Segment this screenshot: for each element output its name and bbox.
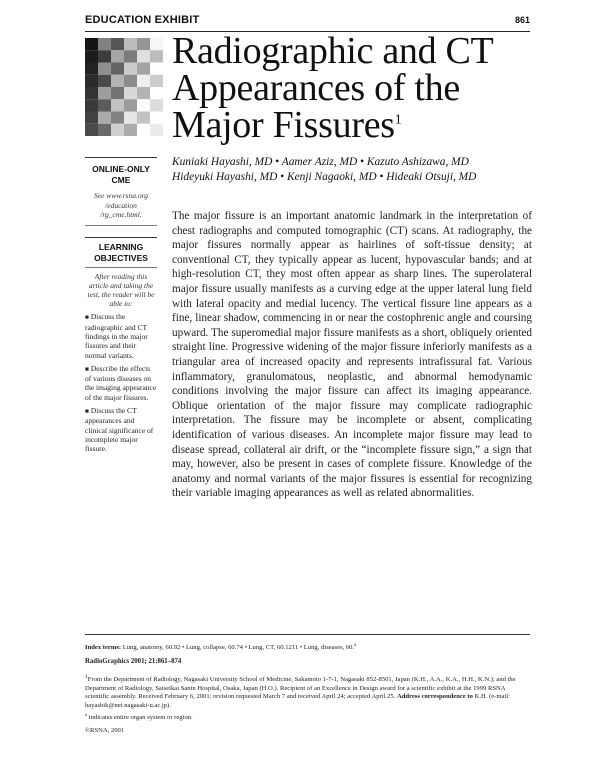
checker-cell xyxy=(150,75,163,87)
author-line: Hideyuki Hayashi, MD • Kenji Nagaoki, MD • Hideaki Otsuji, MD xyxy=(172,171,477,183)
checker-cell xyxy=(150,99,163,111)
checker-cell xyxy=(111,99,124,111)
checker-cell xyxy=(98,112,111,124)
checker-cell xyxy=(85,75,98,87)
article-title: Radiographic and CT Appearances of the Major Fissures$^1$ xyxy=(172,30,493,146)
checker-cell xyxy=(98,99,111,111)
symbol-note: $^s$ indicates entire organ system or region. xyxy=(85,712,193,722)
affiliation-note: $^1$From the Department of Radiology, Nagasaki University School of Medicine, Sakamoto 1-7-1, Nagasaki 852-8501, Japan (K.H., A.A., K.A., H.H., K.N.); and the Department of Radiology, Saiseikai Sanin Hospital, Osaka, Japan (H.O.). Recipient of an Excellence in Design award for a scientific exhibit at the 1999 RSNA scientific assembly. Received February 6, 2001; revision requested March 7 and received April 24; accepted April 25. Address correspondence to K.H. (e-mail: hayashik@net.nagasaki-u.ac.jp). xyxy=(85,674,516,709)
checker-cell xyxy=(111,63,124,75)
checker-cell xyxy=(150,112,163,124)
journal-reference: RadioGraphics 2001; 21:861–874 xyxy=(85,658,182,665)
abstract-text: The major fissure is an important anatomic landmark in the interpretation of chest radiographs and computed tomographic (CT) scans. At radiography, the major fissures normally appear as hairlines of soft-tissue density; at conventional CT, they typically appear as lucent, hypovascular bands; and at high-resolution CT, they most often appear as sharp lines. The superolateral major fissure usually manifests as a curving edge at the upper lateral lung field with lateral opacity and medial lucency. The vertical fissure line appears as a fine, linear shadow, commencing in or near the costophrenic angle and coursing upward. The superomedial major fissure manifests as a short, obliquely oriented straight line. Progressive widening of the major fissure inferiorly manifests as a triangular area of increased opacity and represents intrafissural fat. Various inflammatory, granulomatous, neoplastic, and abnormal hemodynamic conditions involving the major fissure can affect its imaging appearance. Oblique orientation of the major fissure may complicate radiographic interpretation. The fissure may be incomplete or absent, complicating identification of various diseases. An incomplete major fissure may lead to disease spread, collateral air drift, or the “incomplete fissure sign,” a sign that may, however, also be present in cases of complete fissure. Knowledge of the anatomy and normal variants of the major fissures is essential for recognizing their variable imaging appearances as well as related abnormalities. xyxy=(172,210,532,500)
checker-cell xyxy=(98,75,111,87)
checker-cell xyxy=(85,50,98,62)
checker-cell xyxy=(137,87,150,99)
checker-cell xyxy=(85,124,98,136)
page-number: 861 xyxy=(514,15,530,25)
author-line: Kuniaki Hayashi, MD • Aamer Aziz, MD • Kazuto Ashizawa, MD xyxy=(172,156,469,168)
objective-item: ■ Describe the effects of various diseases on the imaging appearance of the major fissures. xyxy=(85,363,157,402)
checker-cell xyxy=(85,99,98,111)
checker-cell xyxy=(111,87,124,99)
checker-cell xyxy=(111,112,124,124)
checker-cell xyxy=(85,63,98,75)
checker-cell xyxy=(111,38,124,50)
cme-title: ONLINE-ONLY CME xyxy=(92,164,150,185)
footer-rule xyxy=(85,634,530,635)
checker-cell xyxy=(98,63,111,75)
checker-gradient-graphic xyxy=(85,38,163,136)
checker-cell xyxy=(124,99,137,111)
checker-cell xyxy=(98,124,111,136)
checker-cell xyxy=(124,50,137,62)
learning-objectives-intro: After reading this article and taking the test, the reader will be able to: xyxy=(87,271,155,309)
bullet-icon: ■ xyxy=(85,365,89,373)
learning-objectives-box xyxy=(85,237,157,454)
sidebar xyxy=(85,157,157,453)
section-label: EDUCATION EXHIBIT xyxy=(85,14,200,26)
cme-box xyxy=(85,157,157,226)
checker-cell xyxy=(98,38,111,50)
checker-cell xyxy=(150,124,163,136)
checker-cell xyxy=(124,38,137,50)
index-terms: Index terms: Lung, anatomy, 60.92 • Lung, collapse, 60.74 • Lung, CT, 60.1211 • Lung, diseases, 60.$^s$ xyxy=(85,642,357,652)
checker-cell xyxy=(150,50,163,62)
checker-cell xyxy=(85,112,98,124)
learning-objectives-title: LEARNING OBJECTIVES xyxy=(85,242,157,268)
checker-cell xyxy=(137,99,150,111)
checker-cell xyxy=(85,87,98,99)
checker-cell xyxy=(137,112,150,124)
checker-cell xyxy=(111,50,124,62)
copyright: ©RSNA, 2001 xyxy=(85,727,125,734)
checker-cell xyxy=(124,75,137,87)
checker-cell xyxy=(137,50,150,62)
checker-cell xyxy=(111,124,124,136)
author-list xyxy=(172,155,532,185)
checker-cell xyxy=(137,38,150,50)
checker-cell xyxy=(85,38,98,50)
checker-cell xyxy=(124,124,137,136)
checker-cell xyxy=(124,63,137,75)
checker-cell xyxy=(98,87,111,99)
objective-item: ■ Discuss the radiographic and CT findings in the major fissures and their normal variants. xyxy=(85,312,148,360)
bullet-icon: ■ xyxy=(85,407,89,415)
checker-cell xyxy=(124,112,137,124)
checker-cell xyxy=(111,75,124,87)
checker-cell xyxy=(137,63,150,75)
bullet-icon: ■ xyxy=(85,314,89,322)
checker-cell xyxy=(150,38,163,50)
checker-cell xyxy=(98,50,111,62)
checker-cell xyxy=(150,87,163,99)
checker-cell xyxy=(150,63,163,75)
checker-cell xyxy=(137,75,150,87)
cme-link-text[interactable]: See www.rsna.org /education /rg_cme.html. xyxy=(94,191,148,219)
checker-cell xyxy=(137,124,150,136)
checker-cell xyxy=(124,87,137,99)
objective-item: ■ Discuss the CT appearances and clinical significance of incomplete major fissure. xyxy=(85,405,154,454)
